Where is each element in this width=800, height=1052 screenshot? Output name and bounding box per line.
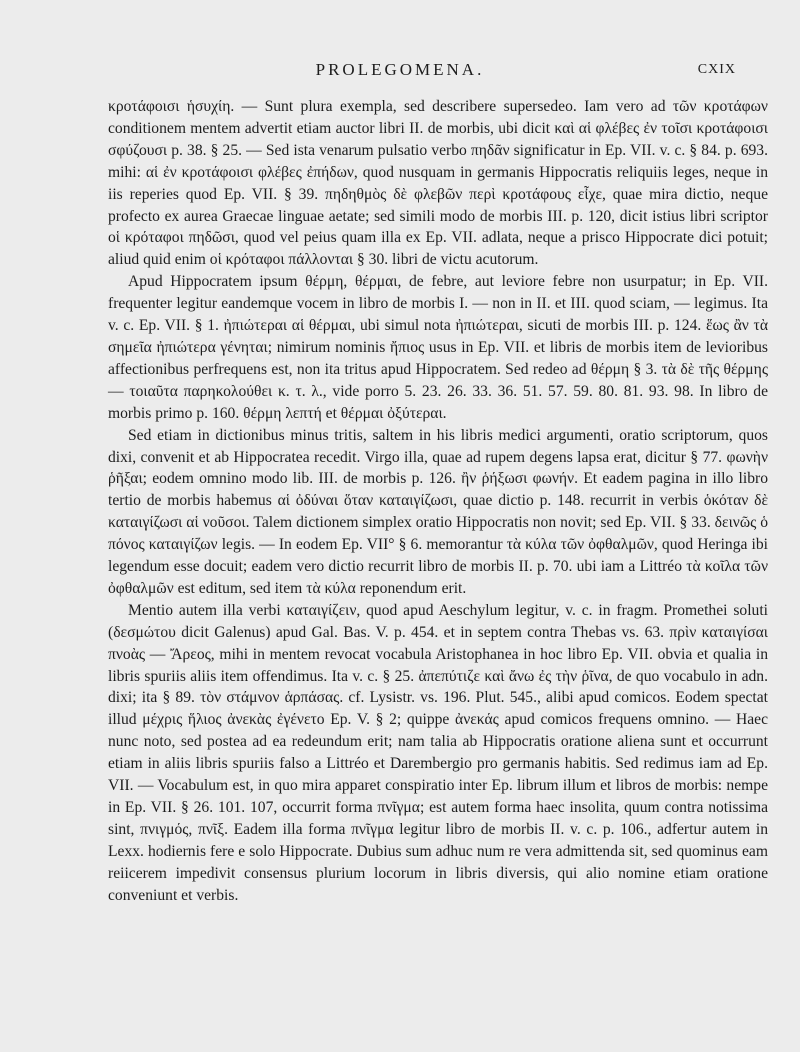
body-text <box>108 96 768 907</box>
page-number: CXIX <box>697 62 736 77</box>
paragraph: Mentio autem illa verbi καταιγίζειν, quod apud Aeschylum legitur, v. c. in fragm. Promethei soluti (δεσμώτου dicit Galenus) apud Gal. Bas. V. p. 454. et in septem contra Thebas vs. 63. πρὶν καταιγίσαι πνοὰς — Ἄρεος, mihi in mentem revocat vocabula Aristophanea in hoc libro Ep. VII. obvia et qualia in libris spuriis aliis item offendimus. Ita v. c. § 25. ἀπεπύτιζε καὶ ἄνω ἐς τὴν ῥῖνα, de quo vocabulo in adn. dixi; ita § 89. τὸν στάμνον ἁρπάσας. cf. Lysistr. vs. 196. Plut. 545., alibi apud comicos. Eodem spectat illud μέχρις ἥλιος ἀνεκὰς ἐγένετο Ep. V. § 2; quippe ἀνεκάς apud comicos frequens omnino. — Haec nunc noto, sed postea ad ea redeundum erit; nam talia ab Hippocratis oratione aliena sunt et occurrunt etiam in aliis libris spuriis falso a Littréo et Darembergio pro germanis habitis. Sed redimus iam ad Ep. VII. — Vocabulum est, in quo mira apparet conspiratio inter Ep. librum illum et libros de morbis: nempe in Ep. VII. § 26. 101. 107, occurrit forma πνῖγμα; est autem forma haec insolita, quum contra notissima sint, πνιγμός, πνῖξ. Eadem illa forma πνῖγμα legitur libro de morbis II. v. c. p. 106., adfertur autem in Lexx. hodiernis fere e solo Hippocrate. Dubius sum adhuc num re vera admittenda sit, sed quominus eam reiicerem impedivit consensus plurium locorum in libris diversis, qui alio nomine etiam oratione conveniunt et verbis. <box>108 601 768 904</box>
paragraph: κροτάφοισι ἡσυχίη. — Sunt plura exempla, sed describere supersedeo. Iam vero ad τῶν κροτάφων conditionem mentem advertit etiam auctor libri II. de morbis, ubi dicit καὶ αἱ φλέβες ἐν τοῖσι κροτάφοισι σφύζουσι p. 38. § 25. — Sed ista venarum pulsatio verbo πηδᾶν significatur in Ep. VII. v. c. § 84. p. 693. mihi: αἱ ἐν κροτάφοισι φλέβες ἐπήδων, quod nusquam in germanis Hippocratis reliquiis leges, neque in iis reperies quod Ep. VII. § 39. πηδηθμὸς δὲ φλεβῶν περὶ κροτάφους εἶχε, quae mira dictio, neque profecto ex aurea Graecae linguae aetate; sed simili modo de morbis III. p. 120, dicit istius libri scriptor οἱ κρόταφοι πηδῶσι, quod vel peius quam illa ex Ep. VII. adlata, neque a prisco Hippocrate dici potuit; aliud quid enim οἱ κρόταφοι πάλλονται § 30. libri de victu acutorum. <box>108 98 768 269</box>
running-title: PROLEGOMENA. <box>315 60 485 79</box>
running-head <box>0 60 800 84</box>
paragraph: Sed etiam in dictionibus minus tritis, saltem in his libris medici argumenti, oratio scriptorum, quos dixi, convenit et ab Hippocratea recedit. Virgo illa, quae ad rupem degens lapsa erat, dicitur § 77. φωνὴν ῥῆξαι; eodem omnino modo lib. III. de morbis p. 126. ἢν ῥήξωσι φωνήν. Et eadem pagina in illo libro tertio de morbis habemus αἱ ὀδύναι ὅταν καταιγίζωσι, quae dictio p. 148. recurrit in verbis ὁκόταν δὲ καταιγίζωσι αἱ νοῦσοι. Talem dictionem simplex oratio Hippocratis non novit; sed Ep. VII. § 33. δεινῶς ὁ πόνος καταιγίζων legis. — In eodem Ep. VII° § 6. memorantur τὰ κύλα τῶν ὀφθαλμῶν, quod Heringa ibi legendum esse docuit; eadem vero dictio recurrit libro de morbis II. p. 70. ubi iam a Littréo τὰ κοῖλα τῶν ὀφθαλμῶν est editum, sed item τὰ κύλα reponendum erit. <box>108 426 768 597</box>
paragraph: Apud Hippocratem ipsum θέρμη, θέρμαι, de febre, aut leviore febre non usurpatur; in Ep. VII. frequenter legitur eandemque vocem in libro de morbis I. — non in II. et III. quod sciam, — legimus. Ita v. c. Ep. VII. § 1. ἠπιώτεραι αἱ θέρμαι, ubi simul nota ἠπιώτεραι, sicuti de morbis III. p. 124. ἕως ἂν τὰ σημεῖα ἠπιώτερα γένηται; nimirum nominis ἤπιος usus in Ep. VII. et libris de morbis item de levioribus affectionibus perfrequens est, non ita tritus apud Hippocratem. Sed redeo ad θέρμη § 3. τὰ δὲ τῆς θέρμης — τοιαῦτα παρηκολούθει κ. τ. λ., vide porro 5. 23. 26. 33. 36. 51. 57. 59. 80. 81. 93. 98. In libro de morbis primo p. 160. θέρμη λεπτή et θέρμαι ὀξύτεραι. <box>108 273 768 422</box>
